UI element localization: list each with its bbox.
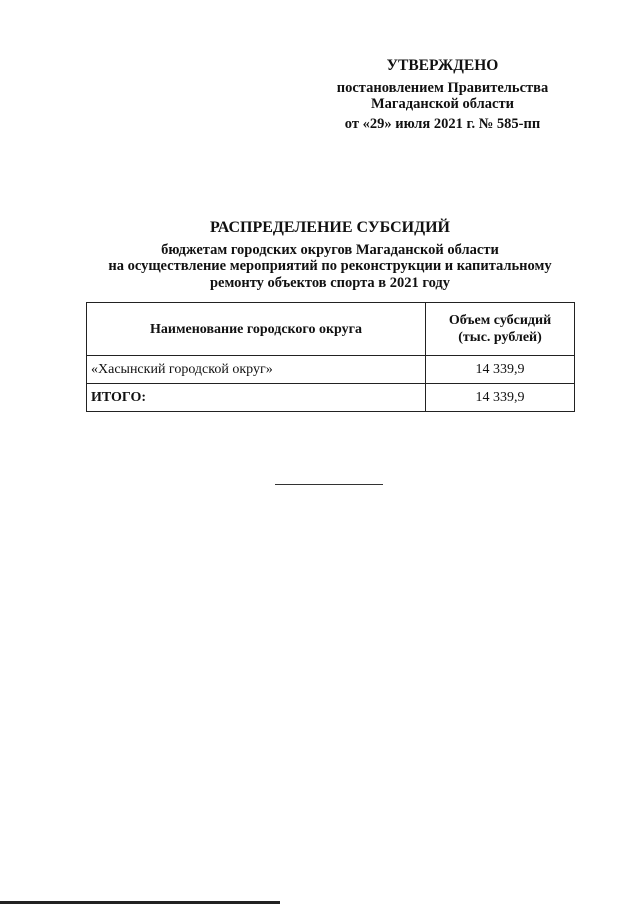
approval-line-2: Магаданской области <box>371 96 514 112</box>
table-row <box>87 356 575 384</box>
subsidy-table <box>86 302 575 412</box>
table-header-row <box>87 303 575 356</box>
header-subsidy-unit: (тыс. рублей) <box>458 330 542 345</box>
district-name: «Хасынский городской округ» <box>87 356 426 384</box>
header-district-name: Наименование городского округа <box>87 303 426 356</box>
total-label: ИТОГО: <box>87 384 426 412</box>
subsidy-value: 14 339,9 <box>426 356 575 384</box>
approval-date-number: от «29» июля 2021 г. № 585-пп <box>344 116 541 132</box>
document-subtitle-1: бюджетам городских округов Магаданской области <box>161 242 499 258</box>
header-subsidy-volume <box>426 303 575 356</box>
scan-edge-line <box>0 901 280 904</box>
approval-line-1: постановлением Правительства <box>336 80 549 96</box>
end-divider <box>275 484 383 485</box>
document-title: РАСПРЕДЕЛЕНИЕ СУБСИДИЙ <box>209 219 450 236</box>
total-value: 14 339,9 <box>426 384 575 412</box>
table-total-row <box>87 384 575 412</box>
document-subtitle-3: ремонту объектов спорта в 2021 году <box>209 275 451 291</box>
document-subtitle-2: на осуществление мероприятий по реконструкции и капитальному <box>108 258 552 274</box>
approval-heading: УТВЕРЖДЕНО <box>386 57 499 74</box>
header-subsidy-volume-label: Объем субсидий <box>448 313 552 328</box>
